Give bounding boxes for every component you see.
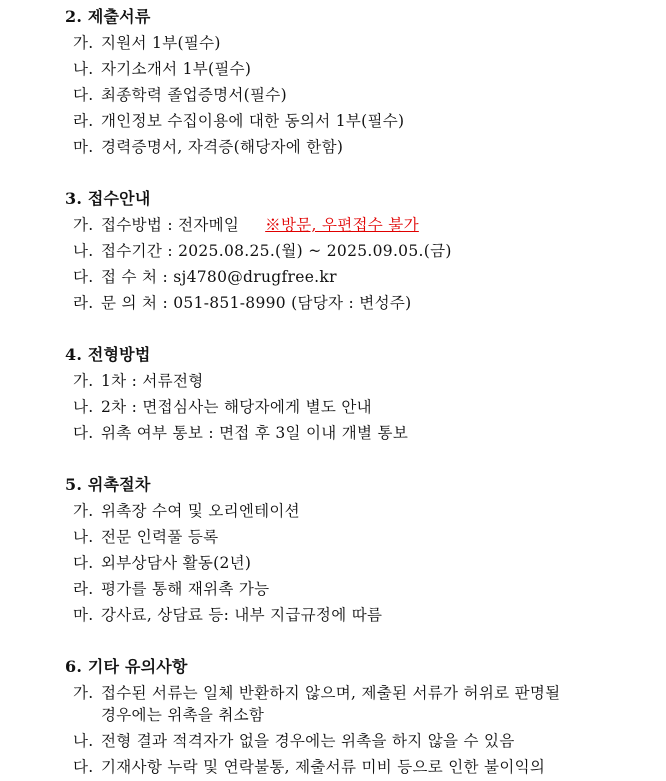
list-marker: 라. <box>73 580 94 598</box>
list-item-text: 기재사항 누락 및 연락불통, 제출서류 미비 등으로 인한 불이익의 <box>101 758 546 776</box>
list-item <box>73 33 221 53</box>
list-item-text: 위촉장 수여 및 오리엔테이션 <box>101 502 300 520</box>
warning-note: ※방문, 우편접수 불가 <box>265 216 419 234</box>
list-item-text: 전문 인력풀 등록 <box>101 528 219 546</box>
list-marker: 나. <box>73 732 94 750</box>
list-item <box>73 293 411 313</box>
list-item <box>73 397 372 417</box>
section-heading: 5. 위촉절차 <box>65 475 151 494</box>
section-heading: 4. 전형방법 <box>65 345 151 364</box>
list-marker: 가. <box>73 684 94 702</box>
list-marker: 나. <box>73 60 94 78</box>
list-marker: 다. <box>73 758 94 776</box>
list-item <box>73 553 251 573</box>
list-item <box>73 111 404 131</box>
section-heading: 6. 기타 유의사항 <box>65 657 188 676</box>
list-item <box>73 757 545 777</box>
list-item-text: 접 수 처 : sj4780@drugfree.kr <box>101 268 337 286</box>
list-marker: 가. <box>73 216 94 234</box>
list-item-text: 평가를 통해 재위촉 가능 <box>101 580 270 598</box>
list-item-text: 접수방법 : 전자메일 <box>101 216 240 234</box>
list-item <box>73 605 382 625</box>
list-item-text: 최종학력 졸업증명서(필수) <box>101 86 287 104</box>
list-item-text: 1차 : 서류전형 <box>101 372 204 390</box>
list-marker: 가. <box>73 34 94 52</box>
list-item-text: 강사료, 상담료 등: 내부 지급규정에 따름 <box>101 606 383 624</box>
list-item <box>73 85 287 105</box>
list-marker: 다. <box>73 554 94 572</box>
list-item <box>73 731 515 751</box>
list-item <box>73 137 343 157</box>
list-marker: 가. <box>73 502 94 520</box>
list-item-text: 외부상담사 활동(2년) <box>101 554 252 572</box>
list-marker: 나. <box>73 398 94 416</box>
list-item-text: 경력증명서, 자격증(해당자에 한함) <box>101 138 344 156</box>
list-marker: 다. <box>73 268 94 286</box>
list-item-text: 2차 : 면접심사는 해당자에게 별도 안내 <box>101 398 372 416</box>
list-marker: 라. <box>73 112 94 130</box>
list-marker: 마. <box>73 138 94 156</box>
list-marker: 마. <box>73 606 94 624</box>
list-marker: 다. <box>73 424 94 442</box>
list-item-text: 자기소개서 1부(필수) <box>101 60 252 78</box>
list-marker: 가. <box>73 372 94 390</box>
list-item-text: 지원서 1부(필수) <box>101 34 221 52</box>
list-item-continuation: 경우에는 위촉을 취소함 <box>101 706 265 724</box>
list-item <box>73 683 560 703</box>
list-marker: 나. <box>73 528 94 546</box>
section-heading: 3. 접수안내 <box>65 189 151 208</box>
list-item-text: 전형 결과 적격자가 없을 경우에는 위촉을 하지 않을 수 있음 <box>101 732 515 750</box>
section-heading: 2. 제출서류 <box>65 7 151 26</box>
list-item <box>73 501 300 521</box>
list-item <box>73 215 419 235</box>
list-item <box>73 267 337 287</box>
list-marker: 다. <box>73 86 94 104</box>
list-item <box>73 59 251 79</box>
list-item-text: 접수기간 : 2025.08.25.(월) ~ 2025.09.05.(금) <box>101 242 452 260</box>
list-item-text: 위촉 여부 통보 : 면접 후 3일 이내 개별 통보 <box>101 424 409 442</box>
list-item <box>73 423 408 443</box>
list-item <box>73 527 218 547</box>
list-item-text: 접수된 서류는 일체 반환하지 않으며, 제출된 서류가 허위로 판명될 <box>101 684 561 702</box>
list-item <box>73 371 204 391</box>
list-marker: 라. <box>73 294 94 312</box>
list-item-text: 개인정보 수집이용에 대한 동의서 1부(필수) <box>101 112 405 130</box>
list-marker: 나. <box>73 242 94 260</box>
list-item-text: 문 의 처 : 051-851-8990 (담당자 : 변성주) <box>101 294 412 312</box>
list-item <box>73 579 269 599</box>
list-item <box>73 241 452 261</box>
